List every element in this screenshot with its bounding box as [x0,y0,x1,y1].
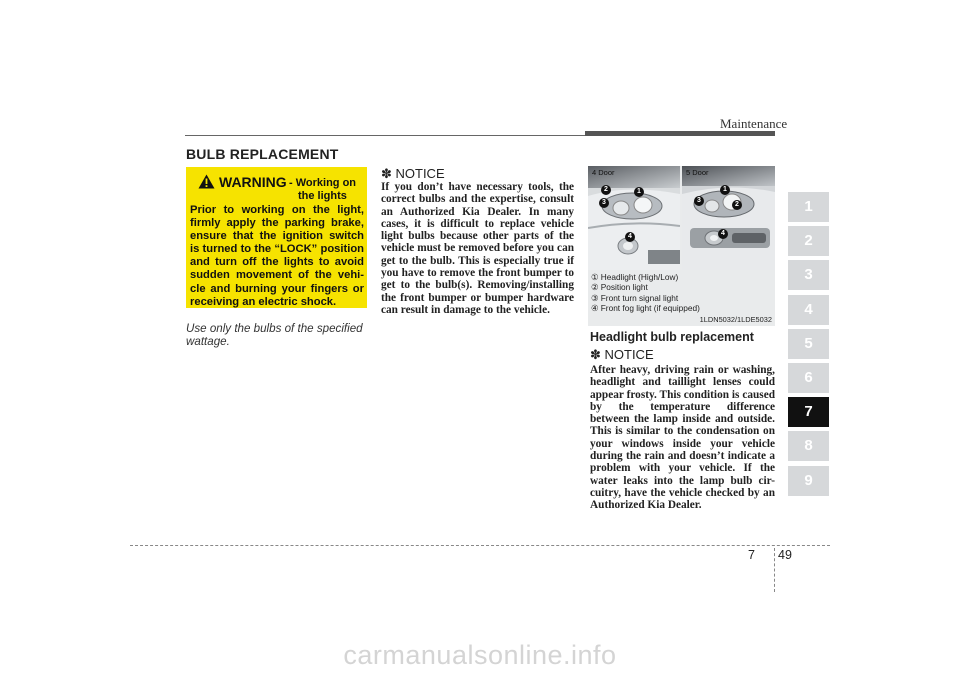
callout-badge: 3 [599,198,609,208]
chapter-tab-1[interactable]: 1 [788,192,829,222]
car-front-5door-image [682,166,775,270]
warning-subtitle-line1: - Working on [289,177,357,189]
chapter-tab-2[interactable]: 2 [788,226,829,256]
legend-item: ② Position light [591,282,648,293]
chapter-tabs [788,192,829,500]
warning-box [186,167,367,308]
header-accent-bar [585,131,775,136]
callout-badge: 3 [694,196,704,206]
notice-heading: ✽ NOTICE [381,166,445,181]
figure-label-4-door: 4 Door [592,168,615,177]
callout-badge: 1 [634,187,644,197]
headlight-figure [588,166,775,326]
figure-code: 1LDN5032/1LDE5032 [699,315,772,324]
notice-heading: ✽ NOTICE [590,347,654,362]
figure-legend [591,272,774,313]
chapter-tab-5[interactable]: 5 [788,329,829,359]
page-title: BULB REPLACEMENT [186,146,339,162]
headlight-subheading: Headlight bulb replacement [590,330,754,344]
warning-triangle-icon [198,174,215,189]
notice-body: After heavy, driving rain or washing, headlight and taillight lenses could appear frosty. This condition is caused by the temperature difference between the lamp inside and outside. This is similar to the condensation on your windows inside your vehicle during the rain and doesn’t indicate a problem with your vehicle. If the water leaks into the lamp bulb cir-cuitry, have the vehicle checked by an Authorized Kia Dealer. [590,364,775,512]
page-chapter-number: 7 [748,548,755,562]
car-front-4door-image [588,166,680,270]
chapter-tab-4[interactable]: 4 [788,295,829,325]
legend-item: ① Headlight (High/Low) [591,272,679,282]
wattage-note: Use only the bulbs of the specified wattage. [186,322,363,348]
footer-rule [130,545,830,546]
callout-badge: 4 [718,229,728,239]
callout-badge: 2 [601,185,611,195]
chapter-tab-7[interactable]: 7 [788,397,829,427]
warning-word: WARNING [219,174,287,190]
chapter-tab-8[interactable]: 8 [788,431,829,461]
callout-badge: 1 [720,185,730,195]
figure-label-5-door: 5 Door [686,168,709,177]
legend-item: ④ Front fog light (if equipped) [591,302,700,313]
notice-body: If you don’t have necessary tools, the correct bulbs and the expertise, consult an Authorized Kia Dealer. In many cases, it is difficult to replace vehicle light bulbs because other parts of the vehicle must be removed before you can get to the bulb. This is especially true if you have to remove the front bumper to get to the bulb(s). Removing/installing the front bumper or bumper hardware can result in damage to the vehicle. [381,181,574,316]
footer-divider [774,548,775,592]
warning-subtitle-line2: the lights [298,190,347,202]
callout-badge: 2 [732,200,742,210]
photo-4-door [588,166,680,270]
watermark: carmanualsonline.info [343,640,617,670]
warning-body: Prior to working on the light, firmly apply the parking brake, ensure that the ignition switch is turned to the “LOCK” position and turn off the lights to avoid sudden movement of the vehi-cle and burning your fingers or receiving an electric shock. [190,204,364,308]
legend-item: ③ Front turn signal light [591,292,679,303]
chapter-tab-9[interactable]: 9 [788,466,829,496]
chapter-tab-3[interactable]: 3 [788,260,829,290]
section-label: Maintenance [720,116,788,131]
photo-5-door [682,166,775,270]
chapter-tab-6[interactable]: 6 [788,363,829,393]
page-number: 49 [778,548,792,562]
callout-badge: 4 [625,232,635,242]
